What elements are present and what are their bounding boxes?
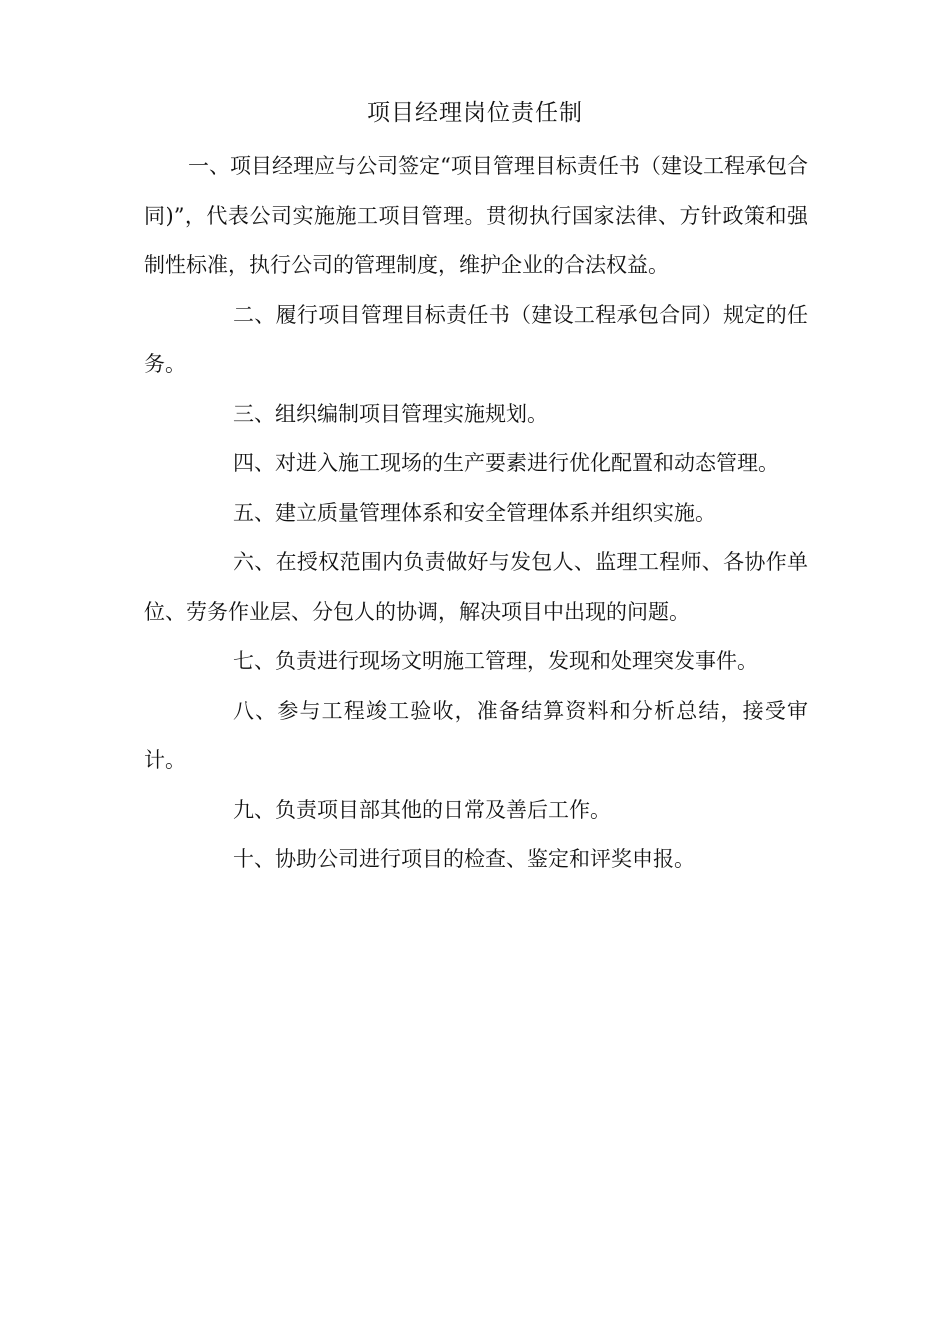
clause-1: 一、项目经理应与公司签定“项目管理目标责任书（建设工程承包合同)”，代表公司实施施工项目管理。贯彻执行国家法律、方针政策和强制性标准，执行公司的管理制度，维护企业的合法权益。 bbox=[144, 154, 808, 277]
clause-8: 八、参与工程竣工验收，准备结算资料和分析总结，接受审计。 bbox=[144, 698, 808, 772]
clause-9: 九、负责项目部其他的日常及善后工作。 bbox=[233, 797, 611, 822]
clause-10: 十、协助公司进行项目的检查、鉴定和评奖申报。 bbox=[233, 847, 695, 871]
clause-3: 三、组织编制项目管理实施规划。 bbox=[233, 401, 548, 426]
clause-5: 五、建立质量管理体系和安全管理体系并组织实施。 bbox=[233, 500, 716, 525]
clause-6: 六、在授权范围内负责做好与发包人、监理工程师、各协作单位、劳务作业层、分包人的协调，解决项目中出现的问题。 bbox=[144, 550, 808, 624]
clause-2: 二、履行项目管理目标责任书（建设工程承包合同）规定的任务。 bbox=[144, 302, 808, 376]
document-body bbox=[144, 142, 808, 885]
clause-7: 七、负责进行现场文明施工管理，发现和处理突发事件。 bbox=[233, 649, 758, 673]
clause-4: 四、对进入施工现场的生产要素进行优化配置和动态管理。 bbox=[233, 451, 779, 475]
document-title: 项目经理岗位责任制 bbox=[367, 100, 583, 126]
